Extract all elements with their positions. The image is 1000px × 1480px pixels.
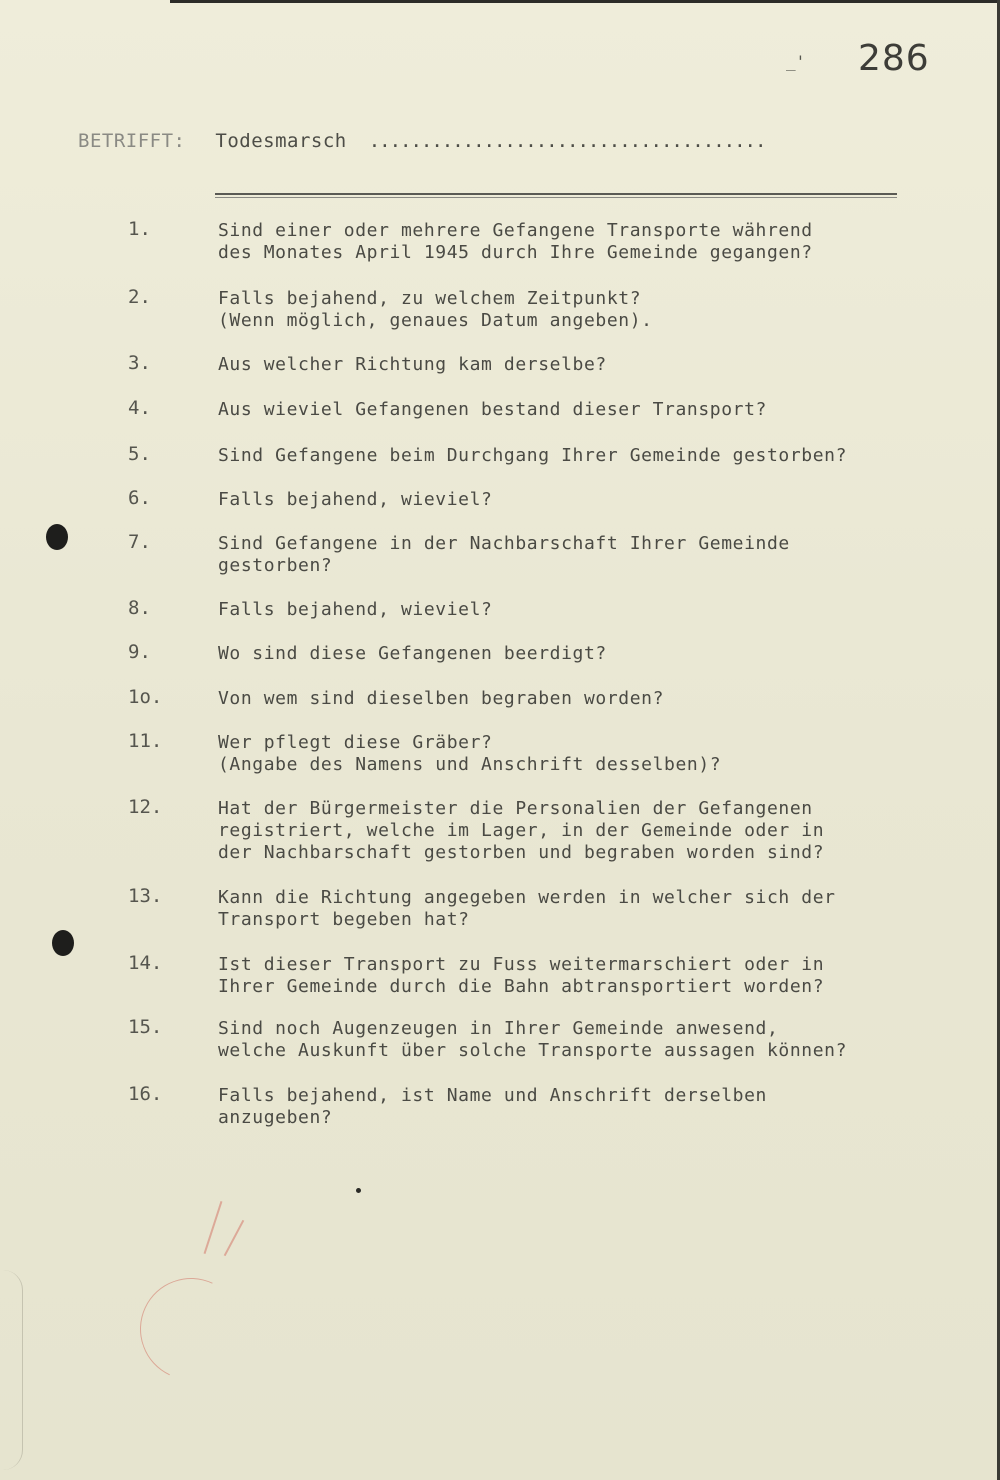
top-edge-shadow bbox=[170, 0, 1000, 3]
question-number: 1. bbox=[128, 218, 151, 240]
question-line: Falls bejahend, wieviel? bbox=[218, 599, 493, 620]
question-line: anzugeben? bbox=[218, 1107, 333, 1128]
question-number: 9. bbox=[128, 641, 151, 663]
question-line: welche Auskunft über solche Transporte aussagen können? bbox=[218, 1040, 848, 1061]
question-number: 14. bbox=[128, 952, 163, 974]
question-line: Kann die Richtung angegeben werden in welcher sich der bbox=[218, 887, 836, 908]
question-text bbox=[218, 732, 918, 776]
question-text bbox=[218, 954, 918, 998]
punch-hole-upper bbox=[46, 524, 68, 550]
question-line: Sind Gefangene in der Nachbarschaft Ihrer Gemeinde bbox=[218, 533, 790, 554]
question-number: 12. bbox=[128, 796, 163, 818]
question-line: Ihrer Gemeinde durch die Bahn abtransportiert worden? bbox=[218, 976, 825, 997]
question-line: der Nachbarschaft gestorben und begraben worden sind? bbox=[218, 842, 825, 863]
question-line: Wer pflegt diese Gräber? bbox=[218, 732, 493, 753]
question-line: Falls bejahend, ist Name und Anschrift derselben bbox=[218, 1085, 767, 1106]
question-line: Transport begeben hat? bbox=[218, 909, 470, 930]
subject-label: BETRIFFT: bbox=[78, 130, 186, 152]
question-line: Sind einer oder mehrere Gefangene Transporte während bbox=[218, 220, 813, 241]
faint-stamp-stroke bbox=[204, 1201, 223, 1254]
question-number: 7. bbox=[128, 531, 151, 553]
question-text bbox=[218, 489, 918, 511]
page-mark: _' bbox=[786, 52, 806, 71]
faint-stamp-stroke-second bbox=[224, 1220, 245, 1256]
question-line: Aus welcher Richtung kam derselbe? bbox=[218, 354, 607, 375]
question-line: Hat der Bürgermeister die Personalien der Gefangenen bbox=[218, 798, 813, 819]
question-line: Wo sind diese Gefangenen beerdigt? bbox=[218, 643, 607, 664]
subject-dots: ...................................... bbox=[368, 130, 766, 152]
question-number: 15. bbox=[128, 1016, 163, 1038]
separator-rule bbox=[215, 193, 897, 195]
question-number: 2. bbox=[128, 286, 151, 308]
question-text bbox=[218, 798, 918, 864]
question-number: 8. bbox=[128, 597, 151, 619]
punch-hole-lower bbox=[52, 930, 74, 956]
subject-line bbox=[78, 130, 765, 152]
question-number: 4. bbox=[128, 397, 151, 419]
question-text bbox=[218, 399, 918, 421]
question-number: 5. bbox=[128, 443, 151, 465]
question-text bbox=[218, 445, 918, 467]
question-line: (Wenn möglich, genaues Datum angeben). bbox=[218, 310, 653, 331]
question-line: Falls bejahend, wieviel? bbox=[218, 489, 493, 510]
question-number: 11. bbox=[128, 730, 163, 752]
question-number: 6. bbox=[128, 487, 151, 509]
faint-stamp-arc bbox=[126, 1264, 257, 1395]
question-text bbox=[218, 288, 918, 332]
question-line: Sind Gefangene beim Durchgang Ihrer Gemeinde gestorben? bbox=[218, 445, 848, 466]
question-number: 3. bbox=[128, 352, 151, 374]
ink-dot bbox=[356, 1188, 361, 1193]
question-text bbox=[218, 887, 918, 931]
page-number: 286 bbox=[858, 38, 930, 79]
question-line: Von wem sind dieselben begraben worden? bbox=[218, 688, 665, 709]
question-number: 16. bbox=[128, 1083, 163, 1105]
question-number: 13. bbox=[128, 885, 163, 907]
question-line: (Angabe des Namens und Anschrift desselben)? bbox=[218, 754, 722, 775]
left-edge-damage bbox=[0, 1270, 23, 1470]
question-text bbox=[218, 643, 918, 665]
question-number: 1o. bbox=[128, 686, 163, 708]
question-text bbox=[218, 1085, 918, 1129]
question-line: gestorben? bbox=[218, 555, 333, 576]
question-line: Aus wieviel Gefangenen bestand dieser Transport? bbox=[218, 399, 767, 420]
question-line: Ist dieser Transport zu Fuss weitermarschiert oder in bbox=[218, 954, 825, 975]
question-text bbox=[218, 220, 918, 264]
subject-text: Todesmarsch bbox=[215, 130, 347, 152]
question-text bbox=[218, 599, 918, 621]
question-text bbox=[218, 354, 918, 376]
separator-rule-second bbox=[215, 197, 897, 198]
question-line: des Monates April 1945 durch Ihre Gemeinde gegangen? bbox=[218, 242, 813, 263]
question-text bbox=[218, 688, 918, 710]
question-line: Falls bejahend, zu welchem Zeitpunkt? bbox=[218, 288, 642, 309]
question-line: Sind noch Augenzeugen in Ihrer Gemeinde anwesend, bbox=[218, 1018, 779, 1039]
question-text bbox=[218, 1018, 918, 1062]
question-text bbox=[218, 533, 918, 577]
question-line: registriert, welche im Lager, in der Gemeinde oder in bbox=[218, 820, 825, 841]
